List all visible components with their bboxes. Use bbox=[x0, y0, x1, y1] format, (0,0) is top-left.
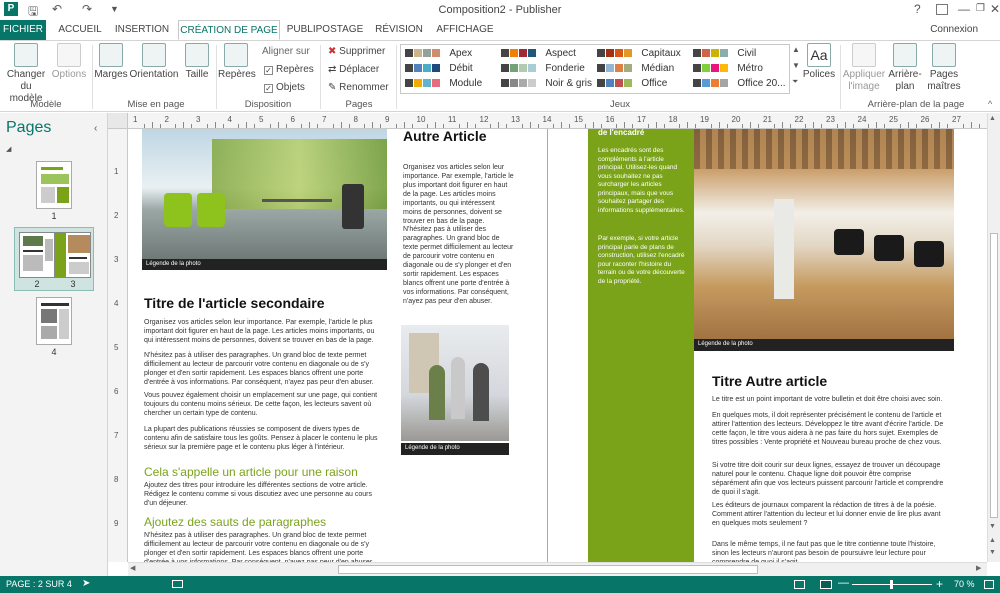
rename-icon: ✎ bbox=[328, 82, 337, 93]
ruler-minor-tick bbox=[782, 122, 783, 128]
ruler-minor-tick bbox=[506, 124, 507, 128]
secondary-paragraph-1[interactable]: Organisez vos articles selon leur importance. Par exemple, l'article le plus important doit figurer en haut de la page. Les articles moins importants, ou qui intéressent moins de personnes, doivent se trouver en bas de la page. bbox=[144, 319, 375, 344]
page-indicator[interactable]: PAGE : 2 SUR 4 bbox=[6, 579, 72, 589]
ruler-minor-tick bbox=[530, 122, 531, 128]
ruler-minor-tick bbox=[742, 124, 743, 128]
ruler-tick-label: 26 bbox=[920, 115, 930, 124]
ruler-tick-label: 3 bbox=[114, 255, 119, 264]
undo-icon[interactable]: ↶ bbox=[52, 2, 63, 16]
group-label-jeux: Jeux bbox=[609, 99, 631, 110]
ruler-minor-tick bbox=[333, 124, 334, 128]
ruler-minor-tick bbox=[947, 124, 948, 128]
page-number-1: 1 bbox=[51, 211, 57, 221]
checkbox-checked-icon: ✓ bbox=[265, 84, 272, 93]
photo-caption: Légende de la photo bbox=[694, 339, 954, 351]
ruler-tick-label: 10 bbox=[416, 115, 426, 124]
ruler-minor-tick bbox=[845, 122, 846, 128]
photo-caption: Légende de la photo bbox=[401, 443, 509, 455]
master-pages-button[interactable]: Pages maîtres bbox=[926, 43, 962, 93]
scheme-apex[interactable]: Apex bbox=[405, 48, 472, 59]
ruler-tick-label: 21 bbox=[763, 115, 772, 124]
guides-icon bbox=[224, 43, 248, 67]
ruler-tick-label: 4 bbox=[227, 115, 232, 124]
margins-button[interactable]: Marges bbox=[94, 43, 128, 81]
ruler-minor-tick bbox=[876, 122, 877, 128]
scheme-office-2013[interactable]: Office 20... bbox=[693, 78, 786, 89]
tab-affichage[interactable]: AFFICHAGE bbox=[436, 24, 494, 35]
apply-image-icon bbox=[852, 43, 876, 67]
sign-in-link[interactable]: Connexion bbox=[930, 24, 978, 35]
ruler-minor-tick bbox=[553, 124, 554, 128]
ruler-tick-label: 5 bbox=[259, 115, 264, 124]
ruler-tick-label: 22 bbox=[794, 115, 804, 124]
ruler-minor-tick bbox=[246, 122, 247, 128]
group-label-arriere-plan: Arrière-plan de la page bbox=[867, 99, 965, 110]
zoom-in-icon[interactable]: + bbox=[936, 577, 944, 591]
gallery-scroll-down-icon[interactable]: ▼ bbox=[792, 61, 800, 70]
tab-creation-de-page[interactable]: CRÉATION DE PAGE bbox=[178, 20, 280, 40]
size-button[interactable]: Taille bbox=[182, 43, 212, 81]
options-button[interactable]: Options bbox=[50, 43, 88, 81]
sidebar-box[interactable] bbox=[588, 129, 694, 562]
ruler-minor-tick bbox=[215, 122, 216, 128]
move-page-button[interactable]: ⇄ Déplacer bbox=[328, 64, 380, 75]
ruler-minor-tick bbox=[538, 124, 539, 128]
collapse-pane-icon[interactable]: ‹ bbox=[94, 123, 98, 134]
secondary-paragraph-2[interactable]: N'hésitez pas à utiliser des paragraphes. Un grand bloc de texte permet difficilement au lecteur de parcourir votre contenu en diagonale ou de s'y plonger et d'en sortir rapidement. Les espaces blancs offrent une porte d'entrée à vos informations. Par conséquent, n'ayez pas peur d'en abuser. bbox=[144, 352, 374, 386]
ruler-minor-tick bbox=[585, 124, 586, 128]
apply-image-button[interactable]: Appliquer l'image bbox=[842, 43, 886, 93]
subheading-1[interactable]: Cela s'appelle un article pour une raison bbox=[144, 465, 358, 479]
redo-icon[interactable]: ↷ bbox=[82, 2, 93, 16]
section-expand-icon[interactable]: ◢ bbox=[6, 146, 12, 153]
scheme-metro[interactable]: Métro bbox=[693, 63, 763, 74]
ruler-minor-tick bbox=[963, 124, 964, 128]
titre-autre-paragraph-3[interactable]: Si votre titre doit courir sur deux lignes, essayez de trouver un découpage naturel pour le contenu. Chaque ligne doit pouvoir être comprise séparément afin que vos lecteurs puissent parcourir l'article et comprendre de quoi il s'agit. bbox=[712, 462, 944, 496]
orientation-button[interactable]: Orientation bbox=[128, 43, 180, 81]
ribbon bbox=[0, 40, 1000, 112]
ruler-minor-tick bbox=[380, 124, 381, 128]
scheme-capitaux[interactable]: Capitaux bbox=[597, 48, 681, 59]
ruler-minor-tick bbox=[341, 122, 342, 128]
ruler-minor-tick bbox=[498, 122, 499, 128]
ruler-minor-tick bbox=[813, 122, 814, 128]
ruler-tick-label: 16 bbox=[605, 115, 615, 124]
ruler-tick-label: 1 bbox=[114, 167, 119, 176]
restore-icon[interactable]: ❐ bbox=[976, 3, 985, 14]
title-bar bbox=[0, 0, 1000, 20]
subheading-1-paragraph[interactable]: Ajoutez des titres pour introduire les différentes sections de votre article. Rédigez le contenu comme si vous discutiez avec une personne au cours d'un déjeuner. bbox=[144, 482, 373, 507]
group-separator bbox=[840, 45, 841, 109]
help-button[interactable]: ? bbox=[914, 2, 921, 16]
horizontal-ruler[interactable] bbox=[128, 113, 987, 129]
gallery-more-icon[interactable]: ⏷ bbox=[792, 77, 799, 86]
pages-pane-title: Pages bbox=[6, 119, 52, 136]
page-number-4: 4 bbox=[51, 347, 57, 357]
group-label-modele: Modèle bbox=[30, 99, 62, 110]
ruler-minor-tick bbox=[884, 124, 885, 128]
ruler-tick-label: 2 bbox=[114, 211, 119, 220]
pages-pane bbox=[0, 113, 108, 576]
sidebar-paragraph-2[interactable]: Par exemple, si votre article principal parle de plans de construction, utilisez l'encadré pour raconter l'histoire du terrain ou de votre découverte de la propriété. bbox=[598, 235, 685, 285]
save-icon[interactable]: 🖫 bbox=[28, 4, 39, 18]
ruler-minor-tick bbox=[191, 124, 192, 128]
ruler-tick-label: 15 bbox=[574, 115, 583, 124]
ruler-minor-tick bbox=[223, 124, 224, 128]
previous-page-icon[interactable]: ▲ bbox=[989, 537, 996, 544]
background-icon bbox=[893, 43, 917, 67]
scheme-module[interactable]: Module bbox=[405, 78, 482, 89]
tab-publipostage[interactable]: PUBLIPOSTAGE bbox=[286, 24, 364, 35]
ruler-tick-label: 14 bbox=[542, 115, 552, 124]
ruler-tick-label: 17 bbox=[637, 115, 646, 124]
fit-page-icon[interactable] bbox=[984, 580, 994, 589]
ruler-corner[interactable] bbox=[108, 113, 128, 129]
ruler-minor-tick bbox=[656, 122, 657, 128]
ruler-minor-tick bbox=[160, 124, 161, 128]
ruler-tick-label: 6 bbox=[290, 115, 295, 124]
group-separator bbox=[320, 45, 321, 109]
secondary-article-title[interactable]: Titre de l'article secondaire bbox=[144, 295, 325, 311]
group-label-disposition: Disposition bbox=[244, 99, 292, 110]
autre-paragraph-2[interactable]: N'hésitez pas à utiliser des paragraphes. Un grand bloc de texte permet difficilement au lecteur de parcourir votre contenu en diagonale ou de s'y plonger et d'en sortir rapidement. Les espaces blancs offrent une porte d'entrée à vos informations. Par conséquent, n'ayez pas peur d'en abuser. bbox=[403, 226, 514, 305]
single-page-view-icon[interactable] bbox=[794, 580, 805, 589]
scroll-up-icon[interactable]: ▲ bbox=[989, 115, 996, 122]
people-photo[interactable] bbox=[401, 325, 509, 441]
page-number-3: 3 bbox=[70, 279, 76, 289]
ruler-minor-tick bbox=[853, 124, 854, 128]
group-label-pages: Pages bbox=[345, 99, 373, 110]
ruler-minor-tick bbox=[687, 122, 688, 128]
tab-accueil[interactable]: ACCUEIL bbox=[58, 24, 102, 35]
subheading-2-paragraph[interactable]: N'hésitez pas à utiliser des paragraphes. Un grand bloc de texte permet difficilement au lecteur de parcourir votre contenu en diagonale ou de s'y plonger et d'en sortir rapidement. Les espaces blancs offrent une porte bbox=[144, 532, 369, 557]
scroll-down-icon[interactable]: ▼ bbox=[989, 523, 996, 530]
ruler-minor-tick bbox=[758, 124, 759, 128]
ruler-tick-label: 19 bbox=[700, 115, 709, 124]
ruler-tick-label: 5 bbox=[114, 343, 119, 352]
ruler-tick-label: 1 bbox=[133, 115, 138, 124]
two-page-view-icon[interactable] bbox=[820, 580, 832, 589]
page-thumbnail-selected[interactable] bbox=[14, 227, 94, 291]
corridor-photo[interactable] bbox=[694, 129, 954, 339]
cursor-icon: ➤ bbox=[82, 578, 91, 589]
ruler-tick-label: 18 bbox=[668, 115, 678, 124]
delete-icon: ✖ bbox=[328, 46, 337, 57]
ruler-minor-tick bbox=[144, 124, 145, 128]
orientation-icon bbox=[142, 43, 166, 67]
scroll-left-icon[interactable]: ◀ bbox=[130, 565, 136, 572]
scheme-debit[interactable]: Débit bbox=[405, 63, 473, 74]
ruler-tick-label: 13 bbox=[511, 115, 520, 124]
ruler-minor-tick bbox=[711, 124, 712, 128]
ruler-minor-tick bbox=[270, 124, 271, 128]
horizontal-scroll-thumb[interactable] bbox=[338, 565, 758, 574]
ruler-tick-label: 20 bbox=[731, 115, 741, 124]
ruler-tick-label: 3 bbox=[196, 115, 201, 124]
titre-autre-paragraph-4[interactable]: Les éditeurs de journaux comparent la rédaction de titres à de la poésie. Comment attirer l'attention du lecteur et lui donner envie de lire plus avant en quelques mots seulement ? bbox=[712, 502, 941, 527]
window-title: Composition2 - Publisher bbox=[438, 4, 562, 16]
ruler-minor-tick bbox=[931, 124, 932, 128]
vertical-scrollbar[interactable] bbox=[987, 113, 1000, 562]
group-separator bbox=[216, 45, 217, 109]
ruler-minor-tick bbox=[679, 124, 680, 128]
scroll-right-icon[interactable]: ▶ bbox=[976, 565, 982, 572]
ruler-minor-tick bbox=[971, 122, 972, 128]
ruler-tick-label: 9 bbox=[385, 115, 390, 124]
ruler-tick-label: 12 bbox=[479, 115, 489, 124]
options-icon bbox=[57, 43, 81, 67]
titre-autre-paragraph-1[interactable]: Le titre est un point important de votre bulletin et doit être choisi avec soin. bbox=[712, 396, 943, 403]
ruler-minor-tick bbox=[790, 124, 791, 128]
ruler-minor-tick bbox=[727, 124, 728, 128]
status-bar bbox=[0, 576, 1000, 593]
minimize-icon[interactable]: — bbox=[958, 2, 970, 16]
document-spread bbox=[128, 129, 987, 562]
ruler-tick-label: 24 bbox=[857, 115, 867, 124]
ruler-minor-tick bbox=[719, 122, 720, 128]
ruler-minor-tick bbox=[522, 124, 523, 128]
objects-checkbox[interactable]: ✓ Objets bbox=[265, 82, 305, 93]
ruler-minor-tick bbox=[301, 124, 302, 128]
ruler-minor-tick bbox=[364, 124, 365, 128]
ruler-tick-label: 8 bbox=[353, 115, 358, 124]
ruler-minor-tick bbox=[908, 122, 909, 128]
page-thumbnail-1[interactable] bbox=[36, 161, 72, 209]
tab-fichier[interactable]: FICHIER bbox=[0, 20, 46, 40]
page-thumbnail-4[interactable] bbox=[36, 297, 72, 345]
ruler-minor-tick bbox=[238, 124, 239, 128]
horizontal-scrollbar[interactable] bbox=[128, 562, 987, 576]
subheading-2[interactable]: Ajoutez des sauts de paragraphes bbox=[144, 515, 327, 529]
ruler-minor-tick bbox=[561, 122, 562, 128]
ruler-minor-tick bbox=[349, 124, 350, 128]
office-green-chairs-photo[interactable] bbox=[142, 129, 387, 259]
scheme-fonderie[interactable]: Fonderie bbox=[501, 63, 585, 74]
change-template-button[interactable]: Changer du modèle bbox=[4, 43, 48, 105]
ruler-minor-tick bbox=[254, 124, 255, 128]
ruler-minor-tick bbox=[396, 124, 397, 128]
ruler-minor-tick bbox=[900, 124, 901, 128]
fonts-icon: Aa bbox=[807, 43, 831, 67]
ruler-minor-tick bbox=[183, 122, 184, 128]
group-separator bbox=[92, 45, 93, 109]
ruler-tick-label: 11 bbox=[448, 115, 457, 124]
ruler-tick-label: 9 bbox=[114, 519, 119, 528]
ruler-minor-tick bbox=[774, 124, 775, 128]
ruler-minor-tick bbox=[648, 124, 649, 128]
background-button[interactable]: Arrière-plan bbox=[886, 43, 924, 93]
ruler-minor-tick bbox=[821, 124, 822, 128]
vertical-ruler[interactable] bbox=[108, 129, 128, 562]
photo-caption: Légende de la photo bbox=[142, 259, 387, 270]
fonts-button[interactable]: Aa Polices bbox=[802, 43, 836, 81]
size-icon bbox=[185, 43, 209, 67]
titre-autre-paragraph-2[interactable]: En quelques mots, il doit représenter précisément le contenu de l'article et attirer l'attention des lecteurs. Développez le titre avant d'écrire l'article. De cette façon, le titre vous aidera à ne pas faire du hors sujet. Exemples de titres possibles : Vente propriété et Nouveau bureau proche de chez vous. bbox=[712, 412, 944, 446]
ruler-minor-tick bbox=[309, 122, 310, 128]
ruler-minor-tick bbox=[805, 124, 806, 128]
ruler-minor-tick bbox=[286, 124, 287, 128]
gallery-scroll-up-icon[interactable]: ▲ bbox=[792, 45, 800, 54]
titre-autre-article[interactable]: Titre Autre article bbox=[712, 373, 828, 389]
ruler-tick-label: 6 bbox=[114, 387, 119, 396]
zoom-out-icon[interactable]: — bbox=[838, 577, 849, 589]
sidebar-title[interactable]: de l'encadré bbox=[598, 128, 645, 137]
ribbon-display-icon[interactable] bbox=[936, 4, 948, 15]
ruler-minor-tick bbox=[664, 124, 665, 128]
ruler-minor-tick bbox=[750, 122, 751, 128]
ruler-tick-label: 25 bbox=[889, 115, 898, 124]
ruler-minor-tick bbox=[372, 122, 373, 128]
ruler-minor-tick bbox=[979, 124, 980, 128]
page-thumbnail-2[interactable] bbox=[19, 232, 55, 278]
scheme-median[interactable]: Médian bbox=[597, 63, 674, 74]
tab-revision[interactable]: RÉVISION bbox=[375, 24, 423, 35]
group-label-mise-en-page: Mise en page bbox=[127, 99, 185, 110]
ruler-tick-label: 7 bbox=[114, 431, 119, 440]
qat-customize-icon[interactable]: ▼ bbox=[110, 4, 119, 14]
guides-button[interactable]: Repères bbox=[218, 43, 254, 81]
workspace bbox=[128, 129, 987, 562]
scheme-aspect[interactable]: Aspect bbox=[501, 48, 576, 59]
ruler-minor-tick bbox=[152, 122, 153, 128]
ribbon-tabs bbox=[0, 20, 1000, 40]
checkbox-checked-icon: ✓ bbox=[265, 66, 272, 75]
sidebar-paragraph-1[interactable]: Les encadrés sont des compléments à l'article principal. Utilisez-les quand vous souhaitez ne pas surcharger les articles principaux, mais que vous souhaitez partager des informations supplémentaires. bbox=[598, 147, 685, 214]
delete-page-button[interactable]: ✖ Supprimer bbox=[328, 46, 386, 57]
zoom-level[interactable]: 70 % bbox=[954, 579, 975, 589]
tab-insertion[interactable]: INSERTION bbox=[114, 24, 170, 35]
vertical-scroll-thumb[interactable] bbox=[990, 233, 998, 518]
ruler-minor-tick bbox=[317, 124, 318, 128]
keyboard-icon[interactable] bbox=[172, 580, 183, 588]
align-to-label: Aligner sur bbox=[262, 46, 310, 57]
page-number-2: 2 bbox=[34, 279, 40, 289]
scheme-civil[interactable]: Civil bbox=[693, 48, 756, 59]
ruler-tick-label: 2 bbox=[164, 115, 169, 124]
ruler-minor-tick bbox=[175, 124, 176, 128]
ruler-minor-tick bbox=[207, 124, 208, 128]
ruler-tick-label: 4 bbox=[114, 299, 119, 308]
ruler-minor-tick bbox=[278, 122, 279, 128]
ruler-minor-tick bbox=[837, 124, 838, 128]
page-thumbnail-3[interactable] bbox=[55, 232, 91, 278]
move-icon: ⇄ bbox=[328, 64, 337, 75]
ruler-minor-tick bbox=[593, 122, 594, 128]
titre-autre-paragraph-5[interactable]: Dans le même temps, il ne faut pas que le titre contienne toute l'histoire, sinon les lecteurs n'auront pas besoin de poursuivre leur lecture pour bbox=[712, 541, 936, 557]
ruler-minor-tick bbox=[939, 122, 940, 128]
ruler-minor-tick bbox=[868, 124, 869, 128]
scheme-office[interactable]: Office bbox=[597, 78, 667, 89]
scheme-noir-gris[interactable]: Noir & gris bbox=[501, 78, 592, 89]
ruler-tick-label: 23 bbox=[826, 115, 835, 124]
margins-icon bbox=[99, 43, 123, 67]
ruler-minor-tick bbox=[490, 124, 491, 128]
collapse-ribbon-icon[interactable]: ^ bbox=[988, 99, 993, 109]
ruler-tick-label: 8 bbox=[114, 475, 119, 484]
template-icon bbox=[14, 43, 38, 67]
rename-page-button[interactable]: ✎ Renommer bbox=[328, 82, 389, 93]
master-pages-icon bbox=[932, 43, 956, 67]
guides-checkbox[interactable]: ✓ Repères bbox=[265, 64, 314, 75]
ruler-minor-tick bbox=[916, 124, 917, 128]
page-divider bbox=[547, 129, 548, 562]
secondary-paragraph-4[interactable]: La plupart des publications réussies se composent de divers types de contenu afin de satisfaire tous les goûts. Pensez à placer le contenu le plus sérieux sur la première page et le contenu plus léger à l'intérieur. bbox=[144, 426, 378, 451]
color-schemes-gallery[interactable] bbox=[400, 44, 790, 94]
secondary-paragraph-3[interactable]: Vous pouvez également choisir un emplacement sur une page, qui contient toujours du contenu moins sérieux. De cette façon, les lecteurs savent où chercher un certain type de contenu. bbox=[144, 392, 378, 417]
group-separator bbox=[396, 45, 397, 109]
zoom-slider-thumb[interactable] bbox=[890, 580, 893, 589]
ruler-tick-label: 27 bbox=[952, 115, 961, 124]
ruler-minor-tick bbox=[569, 124, 570, 128]
next-page-icon[interactable]: ▼ bbox=[989, 549, 996, 556]
ruler-tick-label: 7 bbox=[322, 115, 327, 124]
ruler-minor-tick bbox=[695, 124, 696, 128]
article-heading-autre[interactable]: Autre Article bbox=[403, 128, 487, 144]
publisher-logo-icon: P bbox=[4, 2, 18, 16]
autre-paragraph-1[interactable]: Organisez vos articles selon leur importance. Par exemple, l'article le plus important doit figurer en haut de la page. Les articles moins importants, ou qui intéressent moins de personnes, doivent se trouver en bas de la page. bbox=[403, 164, 514, 225]
close-icon[interactable]: ✕ bbox=[990, 2, 1000, 16]
